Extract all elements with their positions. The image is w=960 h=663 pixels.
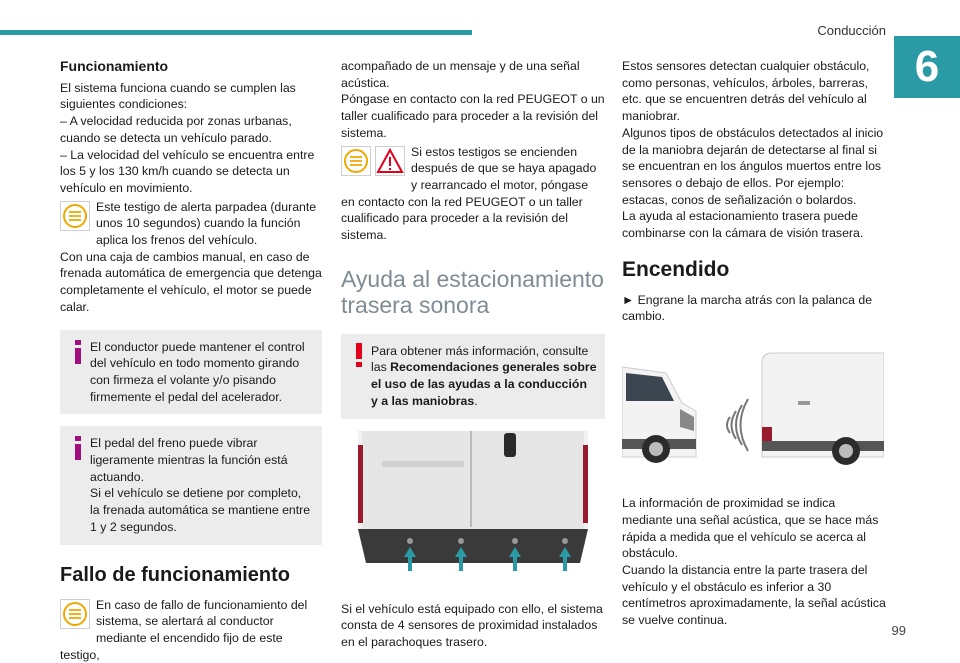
instruction: ► Engrane la marcha atrás con la palanca de cambio. bbox=[622, 292, 873, 324]
sound-waves bbox=[727, 399, 748, 451]
note-text: El pedal del freno puede vibrar ligeramente mientras la función está actuando. bbox=[90, 436, 288, 484]
vehicle-front-view bbox=[622, 367, 696, 463]
sensor bbox=[407, 538, 413, 544]
column-left bbox=[60, 58, 322, 663]
paragraph: Si el vehículo está equipado con ello, el sistema consta de 4 sensores de proximidad instalados en el parachoques trasero. bbox=[341, 601, 603, 649]
paragraph: El sistema funciona cuando se cumplen las siguientes condiciones: bbox=[60, 80, 296, 112]
heading-funcionamiento: Funcionamiento bbox=[60, 58, 169, 74]
heading-ayuda-estacionamiento: Ayuda al estacionamiento trasera sonora bbox=[341, 265, 604, 318]
fault-light-paragraph bbox=[60, 597, 322, 663]
sensor bbox=[512, 538, 518, 544]
note-text: El conductor puede mantener el control del vehículo en todo momento girando con firmeza el volante y/o pisando firmemente el pedal del acelerador. bbox=[90, 339, 305, 404]
paragraph: acompañado de un mensaje y de una señal acústica. bbox=[341, 59, 580, 90]
alert-icon bbox=[353, 343, 365, 367]
column-middle bbox=[341, 58, 605, 651]
paragraph: Cuando la distancia entre la parte trasera del vehículo y el obstáculo es inferior a 30 centímetros aproximadamente, la señal acústica se vuelve continua. bbox=[622, 562, 886, 628]
door-handle bbox=[504, 433, 516, 457]
paragraph: Estos sensores detectan cualquier obstáculo, como personas, vehículos, árboles, barreras, etc. que se encuentren detrás del vehículo al maniobrar. bbox=[622, 59, 870, 124]
collision-warning-icon bbox=[60, 201, 90, 231]
warning-triangle-paragraph bbox=[341, 144, 605, 244]
vehicle-rear-view bbox=[762, 353, 884, 465]
info-note bbox=[60, 426, 322, 544]
info-icon bbox=[72, 340, 84, 364]
warning-triangle-icon bbox=[375, 146, 405, 176]
note-text: Para obtener más información, consulte las Recomendaciones generales sobre el uso de las ayudas a la conducción y a las maniobras. bbox=[371, 343, 597, 408]
info-icon bbox=[72, 436, 84, 460]
paragraph: La información de proximidad se indica mediante una señal acústica, que se hace más rápida a medida que el vehículo se acerca al obstáculo. bbox=[622, 496, 879, 561]
list-item: – La velocidad del vehículo se encuentra entre los 5 y los 130 km/h cuando se detecta un vehículo en movimiento. bbox=[60, 147, 315, 195]
chapter-number: 6 bbox=[894, 36, 960, 98]
note-text: Si el vehículo se detiene por completo, la frenada automática se mantiene entre 1 y 2 segundos. bbox=[90, 486, 311, 534]
paragraph: En caso de fallo de funcionamiento del sistema, se alertará al conductor mediante el encendido fijo de este testigo, bbox=[60, 597, 308, 662]
sensor bbox=[562, 538, 568, 544]
left-tail-light bbox=[358, 445, 363, 523]
list-item: – A velocidad reducida por zonas urbanas, cuando se detecta un vehículo parado. bbox=[60, 114, 292, 145]
heading-fallo: Fallo de funcionamiento bbox=[60, 563, 291, 586]
collision-warning-icon bbox=[341, 146, 371, 176]
collision-warning-icon bbox=[60, 599, 90, 629]
section-title: Conducción bbox=[817, 23, 886, 38]
heading-encendido: Encendido bbox=[622, 257, 730, 281]
parking-sensor-illustration bbox=[622, 347, 884, 471]
paragraph: Este testigo de alerta parpadea (durante unos 10 segundos) cuando la función aplica los frenos del vehículo. bbox=[96, 199, 317, 248]
paragraph: Con una caja de cambios manual, en caso de frenada automática de emergencia que detenga completamente el vehículo, el motor se puede calar. bbox=[60, 249, 322, 314]
paragraph: Si estos testigos se encienden después de que se haya apagado y rearrancado el motor, póngase en contacto con la red PEUGEOT o un taller cualificado para proceder a la revisión del sistema. bbox=[341, 144, 597, 243]
warning-light-paragraph bbox=[60, 199, 322, 249]
info-note bbox=[60, 330, 322, 415]
column-right bbox=[622, 58, 886, 629]
alert-note bbox=[341, 334, 605, 419]
right-tail-light bbox=[583, 445, 588, 523]
header-accent-bar bbox=[0, 30, 472, 35]
sensor bbox=[458, 538, 464, 544]
paragraph: La ayuda al estacionamiento trasera puede combinarse con la cámara de visión trasera. bbox=[622, 209, 864, 241]
rear-bumper bbox=[358, 529, 588, 563]
page-number: 99 bbox=[891, 623, 906, 638]
rear-bumper-sensors-illustration bbox=[358, 431, 588, 571]
paragraph: Póngase en contacto con la red PEUGEOT o un taller cualificado para proceder a la revisión del sistema. bbox=[341, 92, 605, 140]
paragraph: Algunos tipos de obstáculos detectados al inicio de la maniobra dejarán de detectarse al final si se encuentran en los ángulos muertos entre los sensores o debajo de ellos. Por ejemplo: estacas, conos de señalización o bolardos. bbox=[622, 125, 884, 207]
